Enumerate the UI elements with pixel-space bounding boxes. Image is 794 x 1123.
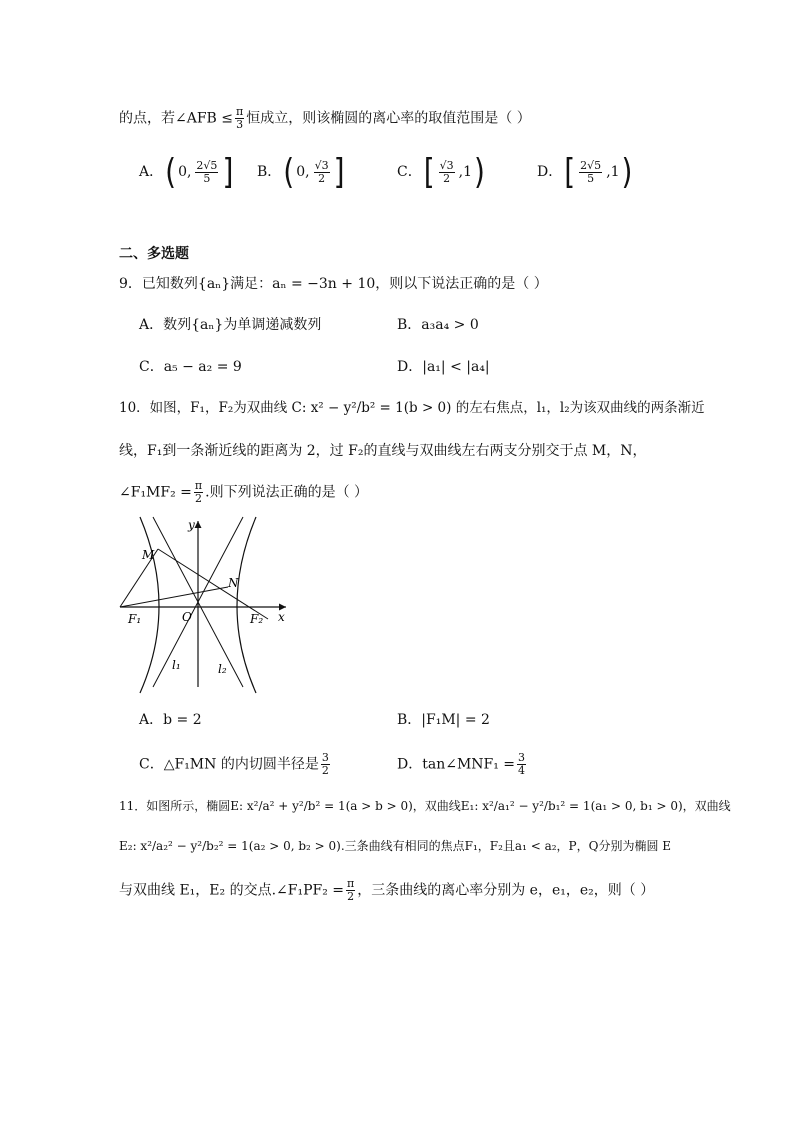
q8-frac-num: π <box>236 105 244 118</box>
hyperbola-figure <box>118 515 298 695</box>
frac-den: 2 <box>318 171 326 185</box>
q8-option-d[interactable] <box>537 150 633 192</box>
label-x: x <box>278 610 285 624</box>
interval-open: ( <box>283 150 295 192</box>
option-letter: A． <box>139 164 164 180</box>
q9-option-a[interactable]: A．数列{aₙ}为单调递减数列 <box>139 317 322 333</box>
q9-option-d[interactable]: D．|a₁| < |a₄| <box>397 359 490 375</box>
option-letter: B． <box>257 164 282 180</box>
interval-open: [ <box>423 150 435 192</box>
q8-stem-suffix: 恒成立，则该椭圆的离心率的取值范围是（ ） <box>246 110 531 127</box>
q10-line-2: 线，F₁到一条渐近线的距离为 2，过 F₂的直线与双曲线左右两支分别交于点 M，N， <box>119 443 647 459</box>
q8-stem <box>119 106 531 131</box>
option-letter: C． <box>397 164 422 180</box>
label-f2: F₂ <box>250 612 264 626</box>
label-m: M <box>142 548 155 562</box>
q10-line3-suffix: .则下列说法正确的是（ ） <box>205 484 369 501</box>
q8-frac-den: 3 <box>236 118 244 131</box>
q10-c-prefix: C．△F₁MN 的内切圆半径是 <box>139 756 319 773</box>
line-m-f2 <box>158 549 268 619</box>
q8-option-c[interactable] <box>397 150 485 192</box>
interval-close: ] <box>333 150 345 192</box>
frac-num: √3 <box>439 158 454 172</box>
q10-line-1: 10．如图，F₁，F₂为双曲线 C: x² − y²/b² = 1(b > 0) 的左右焦点，l₁，l₂为该双曲线的两条渐近 <box>119 400 705 416</box>
q8-stem-prefix: 的点，若∠AFB ≤ <box>119 110 234 127</box>
hyperbola-left-branch <box>140 517 159 693</box>
q10-line3-prefix: ∠F₁MF₂ = <box>119 484 192 501</box>
q10-option-d[interactable] <box>397 752 528 777</box>
q8-option-b[interactable] <box>257 150 345 192</box>
interval-right: ,1 <box>606 164 620 180</box>
interval-left: 0, <box>178 164 192 180</box>
interval-left: 0, <box>296 164 310 180</box>
frac-num: 2√5 <box>196 158 218 172</box>
frac-den: 2 <box>195 492 203 505</box>
interval-close: ) <box>474 150 485 192</box>
q9-option-c[interactable]: C．a₅ − a₂ = 9 <box>139 359 242 375</box>
q9-option-b[interactable]: B．a₃a₄ > 0 <box>397 317 479 333</box>
q11-line-2: E₂: x²/a₂² − y²/b₂² = 1(a₂ > 0, b₂ > 0).三条曲线有相同的焦点F₁，F₂且a₁ < a₂，P，Q分别为椭圆 E <box>119 839 672 853</box>
line-f1-n <box>120 587 228 607</box>
label-o: O <box>182 610 192 624</box>
q11-line-1: 11．如图所示，椭圆E: x²/a² + y²/b² = 1(a > b > 0)，双曲线E₁: x²/a₁² − y²/b₁² = 1(a₁ > 0, b₁ > 0)，双曲线 <box>119 799 731 813</box>
frac-den: 4 <box>518 764 526 777</box>
frac-num: π <box>347 877 355 890</box>
q10-option-b[interactable]: B．|F₁M| = 2 <box>397 712 490 728</box>
interval-open: [ <box>564 150 576 192</box>
frac-num: √3 <box>314 158 329 172</box>
interval-right: ,1 <box>458 164 473 180</box>
q10-option-c[interactable] <box>139 752 332 777</box>
frac-den: 2 <box>321 764 329 777</box>
interval-close: ) <box>621 150 633 192</box>
frac-num: 3 <box>518 751 526 764</box>
interval-open: ( <box>165 150 177 192</box>
q10-angle-fraction <box>194 480 203 505</box>
frac-num: 3 <box>321 751 329 764</box>
label-f1: F₁ <box>128 612 142 626</box>
interval-close: ] <box>222 150 234 192</box>
q10-line-3 <box>119 480 368 505</box>
frac-den: 5 <box>203 171 211 185</box>
q9-stem: 9．已知数列{aₙ}满足：aₙ = −3n + 10，则以下说法正确的是（ ） <box>119 276 548 292</box>
frac-den: 2 <box>443 171 451 185</box>
q11-line3-suffix: ，三条曲线的离心率分别为 e，e₁，e₂，则（ ） <box>357 882 655 899</box>
label-l1: l₁ <box>172 658 181 672</box>
label-n: N <box>228 576 239 590</box>
q10-d-prefix: D．tan∠MNF₁ = <box>397 756 516 773</box>
section-title: 二、多选题 <box>119 246 189 262</box>
option-letter: D． <box>537 164 563 180</box>
frac-den: 2 <box>347 890 355 903</box>
frac-num: π <box>194 479 203 492</box>
frac-den: 5 <box>587 171 595 185</box>
frac-num: 2√5 <box>580 158 602 172</box>
label-l2: l₂ <box>218 662 227 676</box>
q8-stem-fraction <box>235 106 244 131</box>
label-y: y <box>188 518 195 532</box>
q10-option-a[interactable]: A．b = 2 <box>139 712 202 728</box>
q11-line3-prefix: 与双曲线 E₁，E₂ 的交点.∠F₁PF₂ = <box>119 882 344 899</box>
q8-option-a[interactable] <box>139 150 234 192</box>
q11-line-3 <box>119 878 654 903</box>
